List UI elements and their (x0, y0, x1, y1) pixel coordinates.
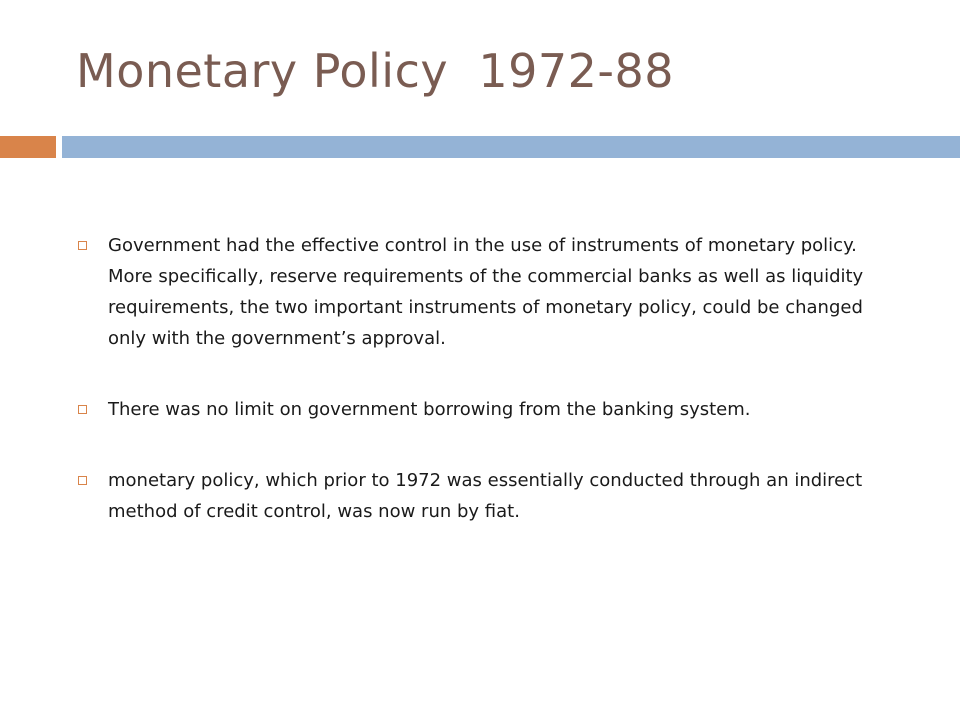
bullet-text: There was no limit on government borrowing from the banking system. (108, 399, 751, 420)
square-bullet-icon (78, 405, 87, 414)
bullet-item (78, 394, 868, 425)
title-divider-bar (62, 136, 960, 158)
title-accent-bar (0, 136, 56, 158)
bullet-text: monetary policy, which prior to 1972 was essentially conducted through an indirect method of credit control, was now run by fiat. (108, 470, 863, 522)
square-bullet-icon (78, 476, 87, 485)
bullet-item (78, 465, 868, 527)
bullet-item (78, 230, 868, 354)
bullet-list (78, 230, 868, 527)
square-bullet-icon (78, 241, 87, 250)
bullet-text: Government had the effective control in the use of instruments of monetary policy. More specifically, reserve requirements of the commercial banks as well as liquidity requirements, the two important instruments of monetary policy, could be changed only with the government’s approval. (108, 235, 864, 349)
slide-title: Monetary Policy 1972-88 (76, 44, 675, 98)
